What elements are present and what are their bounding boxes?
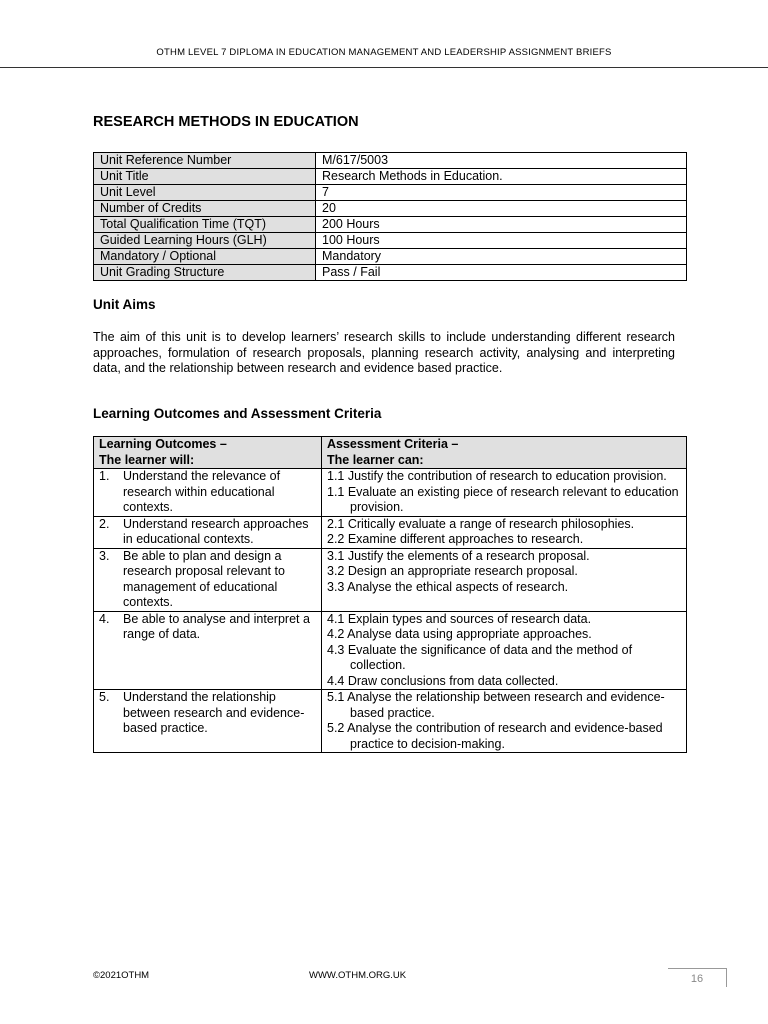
criterion-item: 4.4 Draw conclusions from data collected. (327, 673, 559, 688)
unit-info-row (94, 233, 687, 249)
unit-info-key: Unit Reference Number (94, 153, 316, 169)
outcome-number: 3. (99, 548, 110, 563)
unit-info-value: 200 Hours (316, 217, 687, 233)
outcome-text: Understand research approaches in educational contexts. (123, 516, 309, 546)
unit-info-value: 7 (316, 185, 687, 201)
outcome-number: 1. (99, 469, 110, 483)
criterion-item: 4.1 Explain types and sources of research data. (327, 611, 592, 626)
unit-info-value: Research Methods in Education. (316, 169, 687, 185)
outcome-number: 4. (99, 611, 110, 626)
outcome-text: Understand the relationship between research and evidence-based practice. (123, 690, 305, 735)
assessment-criteria-cell (322, 469, 687, 517)
unit-info-value: Pass / Fail (316, 265, 687, 281)
criterion-item: 4.2 Analyse data using appropriate approaches. (327, 627, 592, 641)
unit-info-key: Guided Learning Hours (GLH) (94, 233, 316, 249)
assessment-criteria-cell (322, 516, 687, 548)
learning-outcome-cell (94, 516, 322, 548)
outcome-text: Understand the relevance of research within educational contexts. (123, 469, 281, 514)
outcomes-table (93, 436, 687, 753)
learning-outcome-cell (94, 548, 322, 611)
unit-info-row (94, 201, 687, 217)
unit-info-key: Mandatory / Optional (94, 249, 316, 265)
criteria-column-header: Assessment Criteria – The learner can: (322, 437, 687, 469)
learning-outcome-cell (94, 690, 322, 753)
unit-info-value: 100 Hours (316, 233, 687, 249)
criterion-item: 5.2 Analyse the contribution of research and evidence-based practice to decision-making. (327, 721, 663, 751)
outcomes-heading: Learning Outcomes and Assessment Criteria (93, 406, 382, 421)
criterion-item: 2.1 Critically evaluate a range of research philosophies. (327, 516, 635, 531)
unit-info-row (94, 265, 687, 281)
unit-info-row (94, 217, 687, 233)
learning-outcome-cell (94, 611, 322, 690)
page-title: RESEARCH METHODS IN EDUCATION (93, 114, 359, 130)
criterion-item: 1.1 Justify the contribution of research to education provision. (327, 469, 667, 483)
criterion-item: 2.2 Examine different approaches to research. (327, 532, 584, 546)
unit-info-row (94, 169, 687, 185)
outcome-row (94, 611, 687, 690)
page-header: OTHM LEVEL 7 DIPLOMA IN EDUCATION MANAGEMENT AND LEADERSHIP ASSIGNMENT BRIEFS (156, 47, 612, 58)
criterion-item: 3.3 Analyse the ethical aspects of research. (327, 579, 569, 594)
outcome-row (94, 469, 687, 517)
footer-website: WWW.OTHM.ORG.UK (309, 970, 407, 981)
outcome-row (94, 516, 687, 548)
unit-info-row (94, 185, 687, 201)
criterion-item: 5.1 Analyse the relationship between research and evidence-based practice. (327, 690, 665, 720)
footer-copyright: ©2021OTHM (93, 970, 150, 981)
criterion-item: 1.1 Evaluate an existing piece of research relevant to education provision. (327, 484, 679, 514)
unit-info-value: 20 (316, 201, 687, 217)
page-number: 16 (668, 968, 727, 987)
outcome-text: Be able to analyse and interpret a range of data. (123, 611, 310, 641)
unit-info-row (94, 249, 687, 265)
outcome-number: 2. (99, 516, 110, 531)
outcome-row (94, 690, 687, 753)
learning-outcome-cell (94, 469, 322, 517)
unit-aims-heading: Unit Aims (93, 297, 156, 312)
unit-info-value: M/617/5003 (316, 153, 687, 169)
criterion-item: 3.2 Design an appropriate research proposal. (327, 564, 578, 578)
assessment-criteria-cell (322, 690, 687, 753)
unit-info-key: Unit Grading Structure (94, 265, 316, 281)
assessment-criteria-cell (322, 548, 687, 611)
unit-info-row (94, 153, 687, 169)
outcomes-column-header: Learning Outcomes – The learner will: (94, 437, 322, 469)
unit-info-key: Unit Level (94, 185, 316, 201)
unit-aims-text: The aim of this unit is to develop learners’ research skills to include understanding different research approaches, formulation of research proposals, planning research activity, analysing and interpreting data, and the relationship between research and evidence based practice. (93, 330, 675, 375)
criterion-item: 4.3 Evaluate the significance of data and the method of collection. (327, 642, 633, 672)
unit-info-table (93, 152, 687, 281)
unit-info-value: Mandatory (316, 249, 687, 265)
header-rule (0, 67, 768, 68)
criterion-item: 3.1 Justify the elements of a research proposal. (327, 548, 590, 563)
outcome-row (94, 548, 687, 611)
unit-info-key: Number of Credits (94, 201, 316, 217)
unit-info-key: Unit Title (94, 169, 316, 185)
assessment-criteria-cell (322, 611, 687, 690)
unit-info-key: Total Qualification Time (TQT) (94, 217, 316, 233)
outcome-text: Be able to plan and design a research proposal relevant to management of educational contexts. (123, 548, 285, 609)
outcome-number: 5. (99, 690, 110, 704)
